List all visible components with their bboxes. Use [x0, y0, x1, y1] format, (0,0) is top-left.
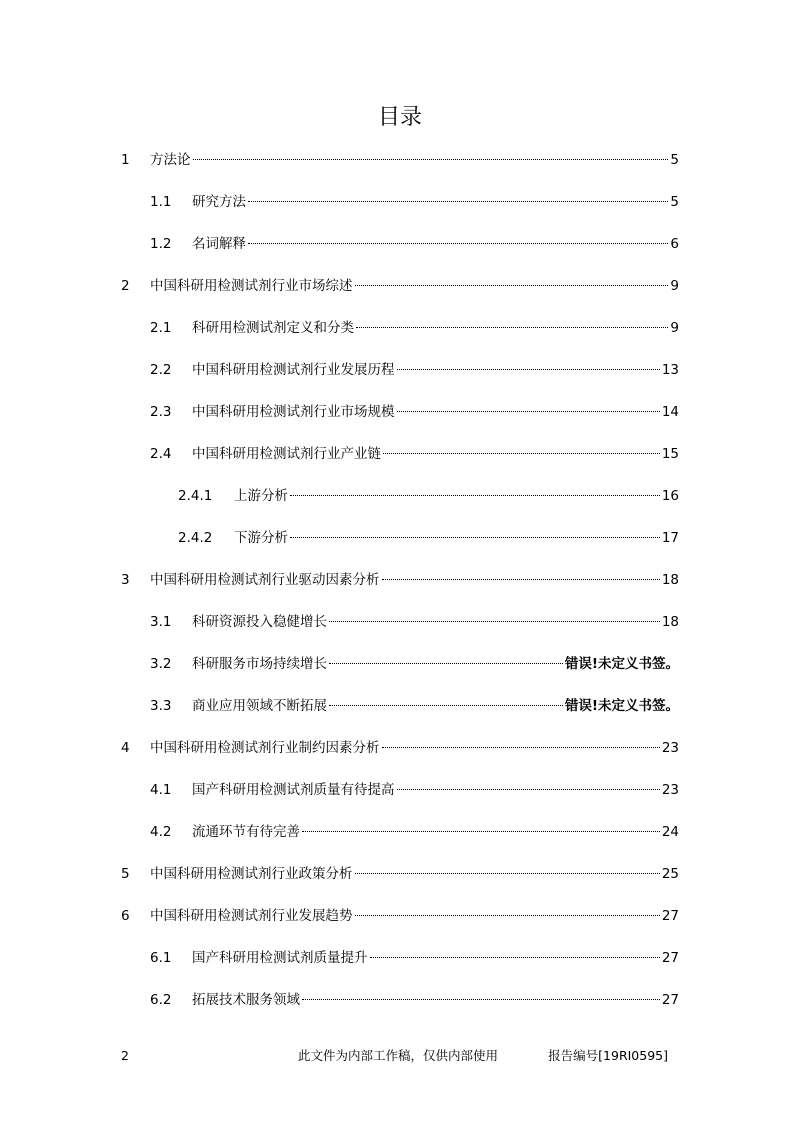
toc-entry-label: 中国科研用检测试剂行业政策分析 — [150, 866, 353, 882]
toc-entry[interactable] — [0, 444, 800, 464]
toc-entry-line — [150, 150, 679, 170]
toc-entry-page: 5 — [670, 194, 679, 210]
toc-entry[interactable] — [0, 990, 800, 1010]
toc-entry-line — [192, 444, 679, 464]
toc-entry-page: 错误!未定义书签。 — [564, 656, 679, 672]
toc-entry-line — [192, 948, 679, 968]
toc-entry-label: 国产科研用检测试剂质量提升 — [192, 950, 368, 966]
toc-entry-number: 3.3 — [150, 698, 172, 714]
toc-entry[interactable] — [0, 150, 800, 170]
toc-leader-dots — [329, 704, 563, 706]
toc-entry[interactable] — [0, 696, 800, 716]
toc-leader-dots — [383, 452, 660, 454]
toc-leader-dots — [290, 536, 660, 538]
toc-entry-number: 1.1 — [150, 194, 172, 210]
toc-entry[interactable] — [0, 318, 800, 338]
toc-entry-page: 错误!未定义书签。 — [564, 698, 679, 714]
toc-leader-dots — [355, 284, 669, 286]
toc-entry[interactable] — [0, 654, 800, 674]
toc-entry[interactable] — [0, 360, 800, 380]
toc-entry[interactable] — [0, 486, 800, 506]
toc-entry-label: 中国科研用检测试剂行业发展趋势 — [150, 908, 353, 924]
toc-entry-number: 2.2 — [150, 362, 172, 378]
toc-entry-line — [192, 402, 679, 422]
toc-entry-number: 2.4.2 — [178, 530, 213, 546]
toc-leader-dots — [355, 872, 660, 874]
toc-entry-line — [150, 738, 679, 758]
toc-entry-label: 中国科研用检测试剂行业产业链 — [192, 446, 381, 462]
toc-entry-number: 4.2 — [150, 824, 172, 840]
toc-entry-line — [192, 318, 679, 338]
toc-entry[interactable] — [0, 864, 800, 884]
toc-entry-page: 23 — [661, 740, 679, 756]
toc-entry-line — [192, 696, 679, 716]
toc-entry-number: 2.4 — [150, 446, 172, 462]
toc-entry-line — [192, 990, 679, 1010]
toc-entry-number: 2.1 — [150, 320, 172, 336]
toc-entry-label: 流通环节有待完善 — [192, 824, 300, 840]
toc-entry-label: 科研资源投入稳健增长 — [192, 614, 327, 630]
toc-entry-number: 6.1 — [150, 950, 172, 966]
toc-entry-label: 方法论 — [150, 152, 191, 168]
toc-leader-dots — [290, 494, 660, 496]
toc-entry-number: 2.3 — [150, 404, 172, 420]
toc-entry-label: 国产科研用检测试剂质量有待提高 — [192, 782, 395, 798]
footer-confidential-note: 此文件为内部工作稿，仅供内部使用 — [298, 1048, 499, 1063]
toc-entry[interactable] — [0, 822, 800, 842]
toc-entry-page: 27 — [661, 908, 679, 924]
toc-entry-number: 3.1 — [150, 614, 172, 630]
toc-entry-number: 4 — [121, 740, 130, 756]
toc-entry-page: 16 — [661, 488, 679, 504]
toc-leader-dots — [193, 158, 669, 160]
toc-leader-dots — [248, 200, 668, 202]
toc-entry-number: 3 — [121, 572, 130, 588]
toc-entry[interactable] — [0, 528, 800, 548]
toc-entry-line — [150, 864, 679, 884]
toc-entry-page: 9 — [670, 320, 679, 336]
toc-leader-dots — [370, 956, 660, 958]
toc-entry[interactable] — [0, 948, 800, 968]
toc-entry-number: 1 — [121, 152, 130, 168]
toc-entry[interactable] — [0, 192, 800, 212]
toc-entry-label: 中国科研用检测试剂行业市场综述 — [150, 278, 353, 294]
toc-entry-label: 科研用检测试剂定义和分类 — [192, 320, 354, 336]
footer-page-number: 2 — [121, 1048, 129, 1063]
toc-entry-number: 5 — [121, 866, 130, 882]
toc-entry-page: 14 — [661, 404, 679, 420]
toc-leader-dots — [397, 788, 660, 790]
toc-entry-page: 27 — [661, 992, 679, 1008]
toc-leader-dots — [248, 242, 668, 244]
toc-entry-label: 中国科研用检测试剂行业市场规模 — [192, 404, 395, 420]
footer-report-number: 报告编号[19RI0595] — [548, 1048, 668, 1063]
toc-entry-line — [150, 276, 679, 296]
toc-entry-number: 6.2 — [150, 992, 172, 1008]
toc-entry-number: 4.1 — [150, 782, 172, 798]
toc-leader-dots — [355, 914, 660, 916]
toc-entry-label: 下游分析 — [234, 530, 288, 546]
toc-leader-dots — [382, 578, 660, 580]
toc-entry-line — [234, 528, 679, 548]
toc-entry-label: 中国科研用检测试剂行业发展历程 — [192, 362, 395, 378]
toc-entry-line — [192, 822, 679, 842]
toc-entry-line — [192, 192, 679, 212]
toc-leader-dots — [329, 620, 660, 622]
toc-entry-line — [192, 780, 679, 800]
toc-entry-page: 9 — [670, 278, 679, 294]
page-footer — [0, 1046, 800, 1066]
toc-entry-line — [192, 612, 679, 632]
toc-entry-label: 拓展技术服务领域 — [192, 992, 300, 1008]
toc-leader-dots — [302, 998, 660, 1000]
toc-leader-dots — [302, 830, 660, 832]
toc-entry-line — [192, 360, 679, 380]
toc-entry-line — [234, 486, 679, 506]
toc-entry[interactable] — [0, 906, 800, 926]
toc-entry-page: 23 — [661, 782, 679, 798]
toc-entry-label: 中国科研用检测试剂行业制约因素分析 — [150, 740, 380, 756]
toc-entry[interactable] — [0, 570, 800, 590]
toc-entry-number: 2.4.1 — [178, 488, 213, 504]
toc-leader-dots — [397, 410, 660, 412]
toc-entry-label: 商业应用领域不断拓展 — [192, 698, 327, 714]
toc-entry-label: 中国科研用检测试剂行业驱动因素分析 — [150, 572, 380, 588]
toc-entry-page: 15 — [661, 446, 679, 462]
toc-entry-page: 17 — [661, 530, 679, 546]
toc-leader-dots — [397, 368, 660, 370]
toc-entry-label: 研究方法 — [192, 194, 246, 210]
toc-entry-label: 科研服务市场持续增长 — [192, 656, 327, 672]
toc-entry-number: 1.2 — [150, 236, 172, 252]
toc-entry-line — [150, 570, 679, 590]
toc-entry-number: 3.2 — [150, 656, 172, 672]
toc-entry[interactable] — [0, 780, 800, 800]
toc-entry-number: 2 — [121, 278, 130, 294]
toc-entry-page: 6 — [670, 236, 679, 252]
toc-entry-line — [192, 234, 679, 254]
toc-entry-number: 6 — [121, 908, 130, 924]
toc-entry-page: 18 — [661, 614, 679, 630]
toc-entry-label: 名词解释 — [192, 236, 246, 252]
toc-entry-label: 上游分析 — [234, 488, 288, 504]
toc-leader-dots — [329, 662, 563, 664]
toc-leader-dots — [356, 326, 668, 328]
toc-entry-line — [192, 654, 679, 674]
toc-entry[interactable] — [0, 612, 800, 632]
toc-entry[interactable] — [0, 738, 800, 758]
page-title: 目录 — [377, 105, 422, 130]
toc-entry[interactable] — [0, 276, 800, 296]
toc-entry-page: 5 — [670, 152, 679, 168]
toc-entry-page: 24 — [661, 824, 679, 840]
toc-entry[interactable] — [0, 234, 800, 254]
toc-entry-line — [150, 906, 679, 926]
toc-entry-page: 18 — [661, 572, 679, 588]
toc-entry-page: 27 — [661, 950, 679, 966]
toc-leader-dots — [382, 746, 660, 748]
toc-entry[interactable] — [0, 402, 800, 422]
toc-entry-page: 13 — [661, 362, 679, 378]
toc-entry-page: 25 — [661, 866, 679, 882]
